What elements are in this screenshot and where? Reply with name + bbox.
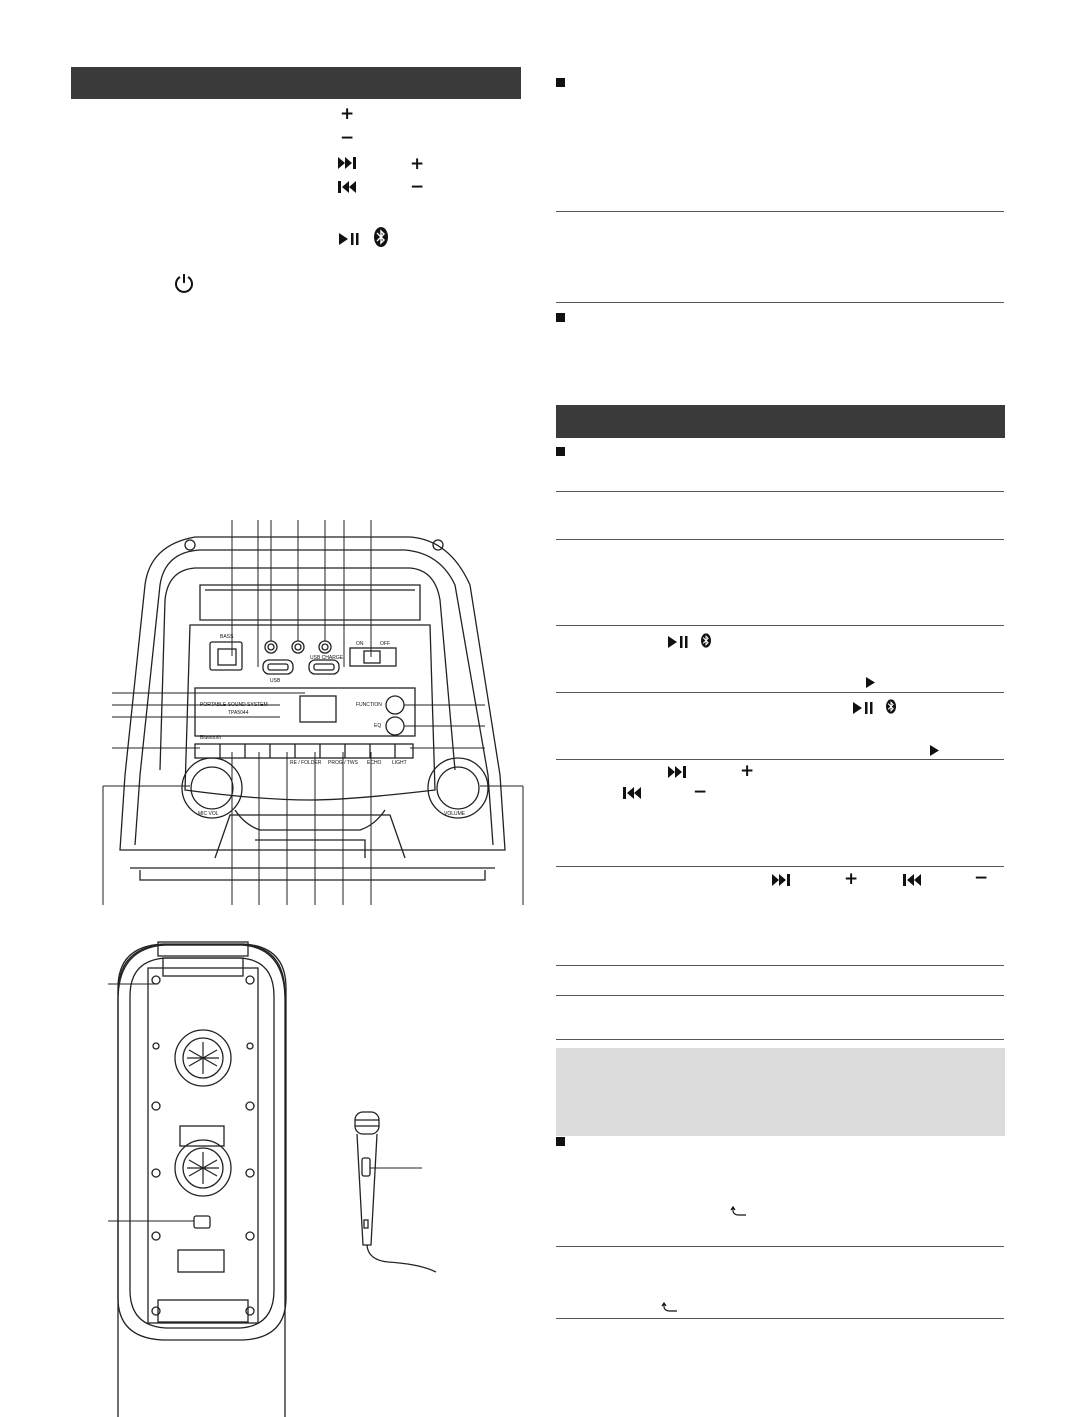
bass-label: BASS xyxy=(220,634,234,640)
mic-vol-label: MIC VOL xyxy=(198,811,219,817)
rear-view-diagram xyxy=(108,938,298,1348)
divider xyxy=(556,625,1004,626)
bullet-marker xyxy=(556,1137,565,1146)
divider xyxy=(556,995,1004,996)
off-label: OFF xyxy=(380,641,390,647)
minus-icon: − xyxy=(693,782,708,802)
minus-icon: − xyxy=(410,177,425,197)
on-label: ON xyxy=(356,641,364,647)
divider xyxy=(556,539,1004,540)
usb-label: USB xyxy=(270,678,281,684)
plus-icon: + xyxy=(410,154,425,174)
plus-icon: + xyxy=(844,869,859,889)
note-box xyxy=(556,1048,1005,1136)
plus-icon: + xyxy=(740,761,755,781)
minus-icon: − xyxy=(974,868,989,888)
usb-charge-label: USB CHARGE xyxy=(310,655,344,661)
divider xyxy=(556,759,1004,760)
repeat-label: RE / FOLDER xyxy=(290,760,322,766)
eq-label: EQ xyxy=(374,723,382,729)
section-header-right xyxy=(556,405,1005,438)
bullet-marker xyxy=(556,78,565,87)
divider xyxy=(556,1318,1004,1319)
divider xyxy=(556,692,1004,693)
divider xyxy=(556,965,1004,966)
product-line-label: PORTABLE SOUND SYSTEM xyxy=(200,702,268,708)
echo-label: ECHO xyxy=(367,760,382,766)
light-label: LIGHT xyxy=(392,760,407,766)
divider xyxy=(556,1246,1004,1247)
plus-icon: + xyxy=(340,104,355,124)
divider xyxy=(556,866,1004,867)
divider xyxy=(556,302,1004,303)
microphone-diagram xyxy=(340,1100,450,1275)
function-label: FUNCTION xyxy=(356,702,382,708)
bluetooth-label: Bluetooth xyxy=(200,735,222,741)
prog-label: PROG / TWS xyxy=(328,760,358,766)
divider xyxy=(556,211,1004,212)
bullet-marker xyxy=(556,313,565,322)
model-label: TPA5044 xyxy=(228,710,249,716)
divider xyxy=(556,1039,1004,1040)
divider xyxy=(556,491,1004,492)
volume-label: VOLUME xyxy=(444,811,466,817)
bullet-marker xyxy=(556,447,565,456)
minus-icon: − xyxy=(340,128,355,148)
